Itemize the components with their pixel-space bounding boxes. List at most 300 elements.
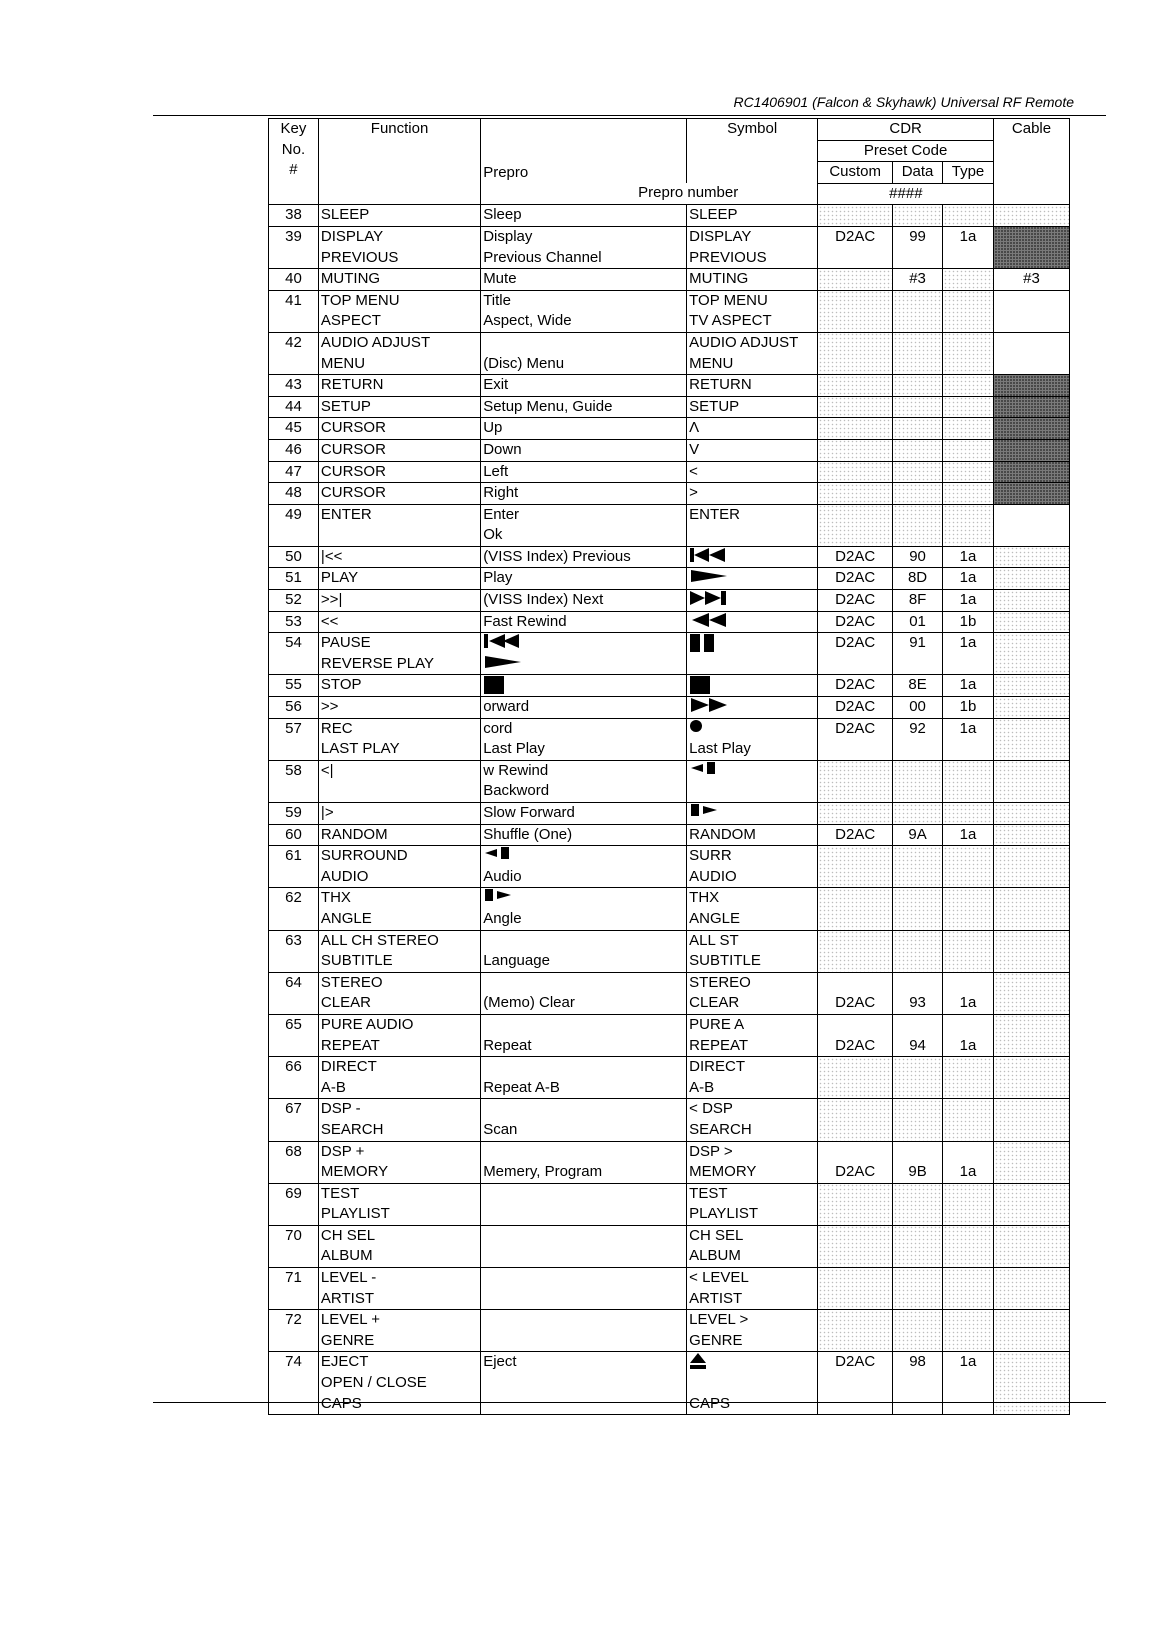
type-cell: 1a [943,1014,994,1056]
custom-cell [818,1310,893,1352]
cable-cell [994,697,1070,719]
custom-cell: D2AC [818,972,893,1014]
type-cell [943,1225,994,1267]
data-cell [893,1310,943,1352]
prepro-header: Prepro [481,119,687,184]
custom-cell: D2AC [818,1014,893,1056]
key-number-cell: 54 [269,633,319,675]
function-cell: RETURN [318,375,480,397]
prepro-cell: Play [481,568,687,590]
key-number-cell: 52 [269,590,319,612]
prepro-cell: Mute [481,269,687,291]
data-cell [893,461,943,483]
data-cell: 01 [893,611,943,633]
symbol-cell: CAPS [687,1352,818,1415]
custom-cell: D2AC [818,718,893,760]
data-cell: 93 [893,972,943,1014]
custom-cell: D2AC [818,546,893,568]
key-number-cell: 42 [269,332,319,374]
cable-header: Cable [994,119,1070,205]
data-cell [893,290,943,332]
type-cell: 1a [943,972,994,1014]
function-cell: MUTING [318,269,480,291]
symbol-cell: TOP MENU TV ASPECT [687,290,818,332]
data-cell [893,418,943,440]
key-number-cell: 38 [269,205,319,227]
cdr-header: CDR [818,119,994,141]
play-icon [689,568,815,589]
cable-cell [994,461,1070,483]
custom-cell [818,930,893,972]
custom-cell [818,461,893,483]
function-cell: TEST PLAYLIST [318,1183,480,1225]
table-row [269,590,1070,612]
symbol-cell: < LEVEL ARTIST [687,1268,818,1310]
key-number-cell: 41 [269,290,319,332]
type-cell: 1b [943,697,994,719]
type-cell [943,1310,994,1352]
type-cell [943,1183,994,1225]
custom-cell: D2AC [818,590,893,612]
data-cell: 94 [893,1014,943,1056]
key-number-cell: 48 [269,483,319,505]
prepro-cell: w Rewind Backword [481,760,687,802]
data-cell [893,760,943,802]
key-number-cell: 58 [269,760,319,802]
symbol-cell [687,611,818,633]
data-cell [893,1099,943,1141]
table-row [269,1183,1070,1225]
type-cell [943,205,994,227]
symbol-cell [687,633,818,675]
type-cell [943,1057,994,1099]
type-cell [943,290,994,332]
custom-cell [818,1268,893,1310]
cable-cell [994,1268,1070,1310]
custom-cell: D2AC [818,824,893,846]
function-cell: RANDOM [318,824,480,846]
type-cell [943,439,994,461]
cable-cell [994,1225,1070,1267]
table-row [269,418,1070,440]
function-cell: SURROUND AUDIO [318,846,480,888]
custom-cell [818,375,893,397]
cable-cell [994,846,1070,888]
function-cell: LEVEL + GENRE [318,1310,480,1352]
cable-cell [994,205,1070,227]
rewind-icon [689,612,815,633]
function-cell: DIRECT A-B [318,1057,480,1099]
prepro-cell: (VISS Index) Previous [481,546,687,568]
table-row [269,675,1070,697]
key-number-cell: 68 [269,1141,319,1183]
custom-cell [818,439,893,461]
function-cell: CURSOR [318,418,480,440]
data-cell: 8E [893,675,943,697]
preset-code-header: Preset Code [818,140,994,162]
data-cell [893,888,943,930]
table-row [269,504,1070,546]
data-cell: 8D [893,568,943,590]
symbol-cell: RETURN [687,375,818,397]
prepro-cell: Audio [481,846,687,888]
symbol-cell [687,803,818,825]
function-cell: CURSOR [318,439,480,461]
data-cell [893,1057,943,1099]
data-cell [893,396,943,418]
symbol-cell: < DSP SEARCH [687,1099,818,1141]
function-cell: << [318,611,480,633]
data-cell [893,1268,943,1310]
symbol-cell: ENTER [687,504,818,546]
symbol-header: Symbol [687,119,818,184]
prepro-cell: Repeat [481,1014,687,1056]
symbol-cell: AUDIO ADJUST MENU [687,332,818,374]
table-row [269,546,1070,568]
cable-cell [994,483,1070,505]
custom-cell: D2AC [818,226,893,268]
type-cell [943,803,994,825]
function-cell: PURE AUDIO REPEAT [318,1014,480,1056]
data-cell [893,483,943,505]
symbol-cell: RANDOM [687,824,818,846]
key-code-table [268,118,1070,1415]
prev-track-icon [689,547,815,568]
type-cell [943,418,994,440]
key-number-cell: 69 [269,1183,319,1225]
key-number-cell: 45 [269,418,319,440]
prepro-cell: Eject [481,1352,687,1415]
symbol-cell: STEREO CLEAR [687,972,818,1014]
prepro-cell [481,1183,687,1225]
eject-icon [689,1352,815,1373]
slow-forward-icon [483,888,684,909]
function-cell: PLAY [318,568,480,590]
custom-cell [818,1057,893,1099]
prepro-cell [481,633,687,675]
prepro-cell: (Memo) Clear [481,972,687,1014]
stop-icon [689,675,815,696]
stop-icon [483,675,684,696]
data-cell [893,504,943,546]
data-cell: 8F [893,590,943,612]
data-cell: 91 [893,633,943,675]
prepro-cell: Left [481,461,687,483]
table-row [269,375,1070,397]
table-row [269,718,1070,760]
symbol-cell [687,568,818,590]
type-cell [943,269,994,291]
symbol-cell [687,675,818,697]
custom-cell [818,760,893,802]
pause-icon [689,633,815,654]
table-row [269,483,1070,505]
symbol-cell [687,590,818,612]
cable-cell [994,611,1070,633]
table-row [269,396,1070,418]
type-cell: 1a [943,718,994,760]
key-number-cell: 53 [269,611,319,633]
prepro-cell: Down [481,439,687,461]
data-cell: 90 [893,546,943,568]
data-cell: 9A [893,824,943,846]
custom-cell: D2AC [818,1352,893,1415]
table-row [269,697,1070,719]
function-cell: <| [318,760,480,802]
custom-cell: D2AC [818,697,893,719]
function-cell: SETUP [318,396,480,418]
prepro-cell [481,1310,687,1352]
function-cell: |<< [318,546,480,568]
cable-cell [994,568,1070,590]
table-row [269,332,1070,374]
table-row [269,803,1070,825]
cable-cell [994,418,1070,440]
type-cell: 1a [943,633,994,675]
type-cell: 1b [943,611,994,633]
function-cell: |> [318,803,480,825]
table-row [269,846,1070,888]
key-number-cell: 56 [269,697,319,719]
custom-cell: D2AC [818,568,893,590]
key-no-header: Key No. # [269,119,319,205]
symbol-cell: Last Play [687,718,818,760]
symbol-cell: SLEEP [687,205,818,227]
prepro-cell: (Disc) Menu [481,332,687,374]
function-cell: CURSOR [318,483,480,505]
table-row [269,1014,1070,1056]
data-cell [893,930,943,972]
cable-cell [994,504,1070,546]
function-cell: CURSOR [318,461,480,483]
cable-cell [994,1057,1070,1099]
prepro-cell: Title Aspect, Wide [481,290,687,332]
symbol-cell [687,760,818,802]
symbol-cell: SETUP [687,396,818,418]
custom-cell [818,846,893,888]
function-cell: PAUSE REVERSE PLAY [318,633,480,675]
cable-cell [994,675,1070,697]
key-number-cell: 59 [269,803,319,825]
symbol-cell: CH SEL ALBUM [687,1225,818,1267]
data-cell [893,846,943,888]
prepro-cell: Exit [481,375,687,397]
custom-cell [818,1183,893,1225]
data-header: Data [893,162,943,184]
prepro-cell [481,675,687,697]
table-row [269,888,1070,930]
custom-cell [818,269,893,291]
data-cell [893,332,943,374]
key-number-cell: 65 [269,1014,319,1056]
custom-cell [818,205,893,227]
reverse-play-icon [483,633,684,654]
prepro-cell [481,1225,687,1267]
custom-cell [818,1099,893,1141]
custom-cell: D2AC [818,611,893,633]
table-row [269,1310,1070,1352]
cable-cell [994,590,1070,612]
symbol-cell: THX ANGLE [687,888,818,930]
prepro-cell: Right [481,483,687,505]
table-row [269,226,1070,268]
function-header: Function [318,119,480,205]
type-cell: 1a [943,1352,994,1415]
key-number-cell: 55 [269,675,319,697]
prepro-cell [481,1268,687,1310]
symbol-cell: Λ [687,418,818,440]
symbol-cell: DIRECT A-B [687,1057,818,1099]
cable-cell [994,1099,1070,1141]
type-cell [943,1268,994,1310]
cable-cell [994,824,1070,846]
prepro-cell: Display Previous Channel [481,226,687,268]
data-cell: 9B [893,1141,943,1183]
table-row [269,1057,1070,1099]
table-row [269,1099,1070,1141]
function-cell: ALL CH STEREO SUBTITLE [318,930,480,972]
prepro-cell: Up [481,418,687,440]
key-number-cell: 70 [269,1225,319,1267]
fast-forward-icon [689,697,815,718]
prepro-cell: Memery, Program [481,1141,687,1183]
cable-cell [994,930,1070,972]
function-cell: LEVEL - ARTIST [318,1268,480,1310]
cable-cell [994,718,1070,760]
cable-cell [994,1183,1070,1225]
type-cell: 1a [943,590,994,612]
key-number-cell: 74 [269,1352,319,1415]
data-cell [893,375,943,397]
top-rule [153,115,1106,116]
type-cell [943,504,994,546]
prepro-cell: Language [481,930,687,972]
custom-cell [818,504,893,546]
symbol-cell: SURR AUDIO [687,846,818,888]
type-cell [943,461,994,483]
key-number-cell: 63 [269,930,319,972]
key-number-cell: 66 [269,1057,319,1099]
bottom-rule [153,1402,1106,1403]
prepro-cell: Slow Forward [481,803,687,825]
type-cell: 1a [943,675,994,697]
custom-cell [818,290,893,332]
cable-cell [994,439,1070,461]
data-cell [893,1225,943,1267]
cable-cell [994,1141,1070,1183]
table-row [269,1268,1070,1310]
prepro-cell: orward [481,697,687,719]
cable-cell [994,396,1070,418]
symbol-cell: < [687,461,818,483]
symbol-cell: ALL ST SUBTITLE [687,930,818,972]
table-row [269,290,1070,332]
type-cell [943,332,994,374]
table-row [269,824,1070,846]
prepro-cell: Setup Menu, Guide [481,396,687,418]
data-cell: 99 [893,226,943,268]
cable-cell [994,803,1070,825]
table-row [269,1141,1070,1183]
custom-cell: D2AC [818,1141,893,1183]
data-cell: #3 [893,269,943,291]
key-number-cell: 57 [269,718,319,760]
key-number-cell: 43 [269,375,319,397]
next-track-icon [689,590,815,611]
cable-cell [994,226,1070,268]
custom-cell [818,1225,893,1267]
function-cell: DSP - SEARCH [318,1099,480,1141]
type-cell [943,888,994,930]
slow-rewind-icon [689,761,815,782]
key-number-cell: 61 [269,846,319,888]
prepro-cell: Angle [481,888,687,930]
slow-forward-icon [689,803,815,824]
function-cell: ENTER [318,504,480,546]
type-cell [943,930,994,972]
type-cell [943,846,994,888]
custom-cell: D2AC [818,675,893,697]
function-cell: THX ANGLE [318,888,480,930]
type-cell [943,375,994,397]
type-cell [943,396,994,418]
data-cell [893,803,943,825]
type-cell: 1a [943,226,994,268]
type-cell [943,1099,994,1141]
custom-cell [818,396,893,418]
function-cell: REC LAST PLAY [318,718,480,760]
type-header: Type [943,162,994,184]
prepro-cell: Shuffle (One) [481,824,687,846]
key-number-cell: 39 [269,226,319,268]
prepro-cell: cord Last Play [481,718,687,760]
table-row [269,611,1070,633]
function-cell: STOP [318,675,480,697]
record-icon [689,719,815,740]
table-row [269,930,1070,972]
table-row [269,568,1070,590]
prepro-cell: Enter Ok [481,504,687,546]
custom-cell [818,418,893,440]
cable-cell [994,888,1070,930]
table-row [269,1352,1070,1415]
table-row [269,633,1070,675]
cable-cell [994,760,1070,802]
function-cell: TOP MENU ASPECT [318,290,480,332]
key-number-cell: 71 [269,1268,319,1310]
function-cell: SLEEP [318,205,480,227]
custom-cell [818,332,893,374]
cable-cell [994,1352,1070,1415]
custom-header: Custom [818,162,893,184]
document-title: RC1406901 (Falcon & Skyhawk) Universal RF Remote [733,94,1074,110]
key-number-cell: 49 [269,504,319,546]
symbol-cell: MUTING [687,269,818,291]
function-cell: >> [318,697,480,719]
table-row [269,1225,1070,1267]
type-cell: 1a [943,568,994,590]
cable-cell [994,1310,1070,1352]
custom-cell [818,888,893,930]
data-cell: 92 [893,718,943,760]
key-number-cell: 47 [269,461,319,483]
key-number-cell: 50 [269,546,319,568]
cable-cell [994,972,1070,1014]
type-cell [943,760,994,802]
cable-cell [994,375,1070,397]
custom-cell [818,483,893,505]
symbol-cell: V [687,439,818,461]
